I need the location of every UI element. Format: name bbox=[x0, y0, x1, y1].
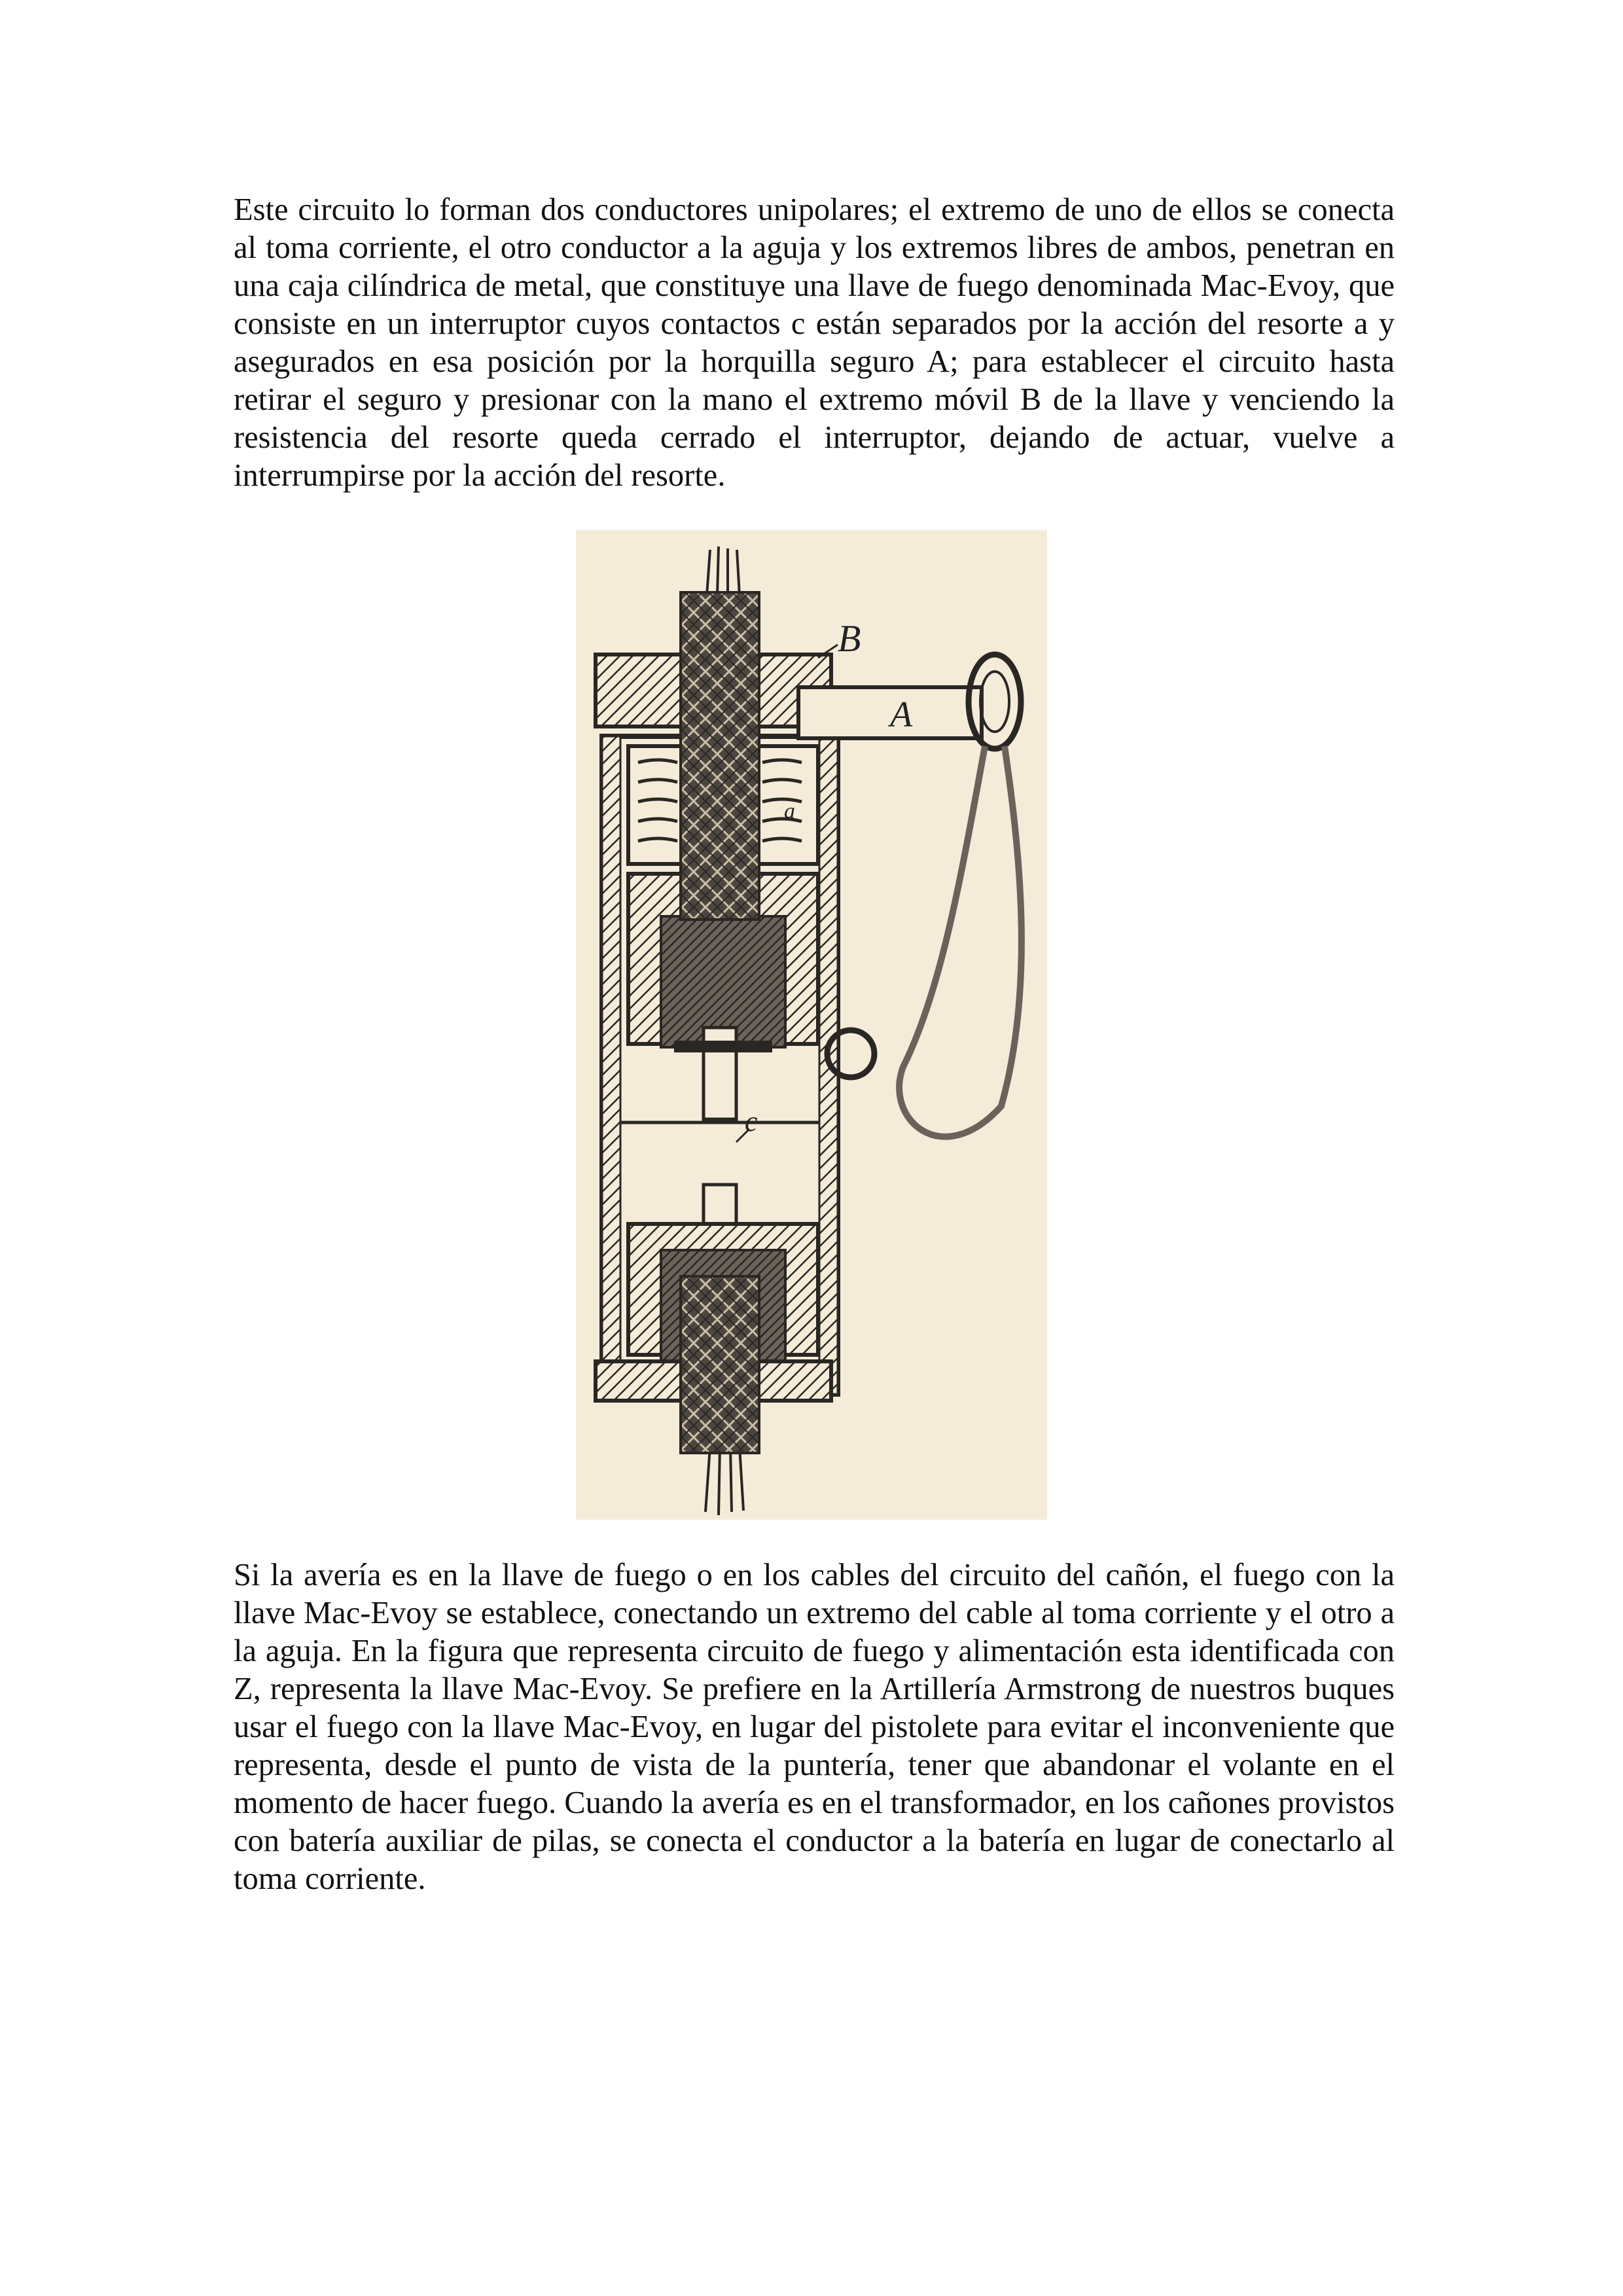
paragraph-circuit-description: Este circuito lo forman dos conductores unipolares; el extremo de uno de ellos se conecta al toma corriente, el otro conductor a la aguja y los extremos libres de ambos, penetran en una caja cilíndrica de metal, que constituye una llave de fuego denominada Mac-Evoy, que consiste en un interruptor cuyos contactos c están separados por la acción del resorte a y asegurados en esa posición por la horquilla seguro A; para establecer el circuito hasta retirar el seguro y presionar con la mano el extremo móvil B de la llave y venciendo la resistencia del resorte queda cerrado el interruptor, dejando de actuar, vuelve a interrumpirse por la acción del resorte. bbox=[234, 192, 1395, 493]
mac-evoy-key-illustration bbox=[576, 530, 1047, 1520]
label-B: B bbox=[838, 617, 861, 660]
wire-strands-top bbox=[707, 547, 740, 596]
label-c: c bbox=[745, 1105, 758, 1138]
label-A: A bbox=[890, 694, 913, 735]
label-a: a bbox=[784, 799, 795, 823]
paragraph-fault-procedure: Si la avería es en la llave de fuego o en los cables del circuito del cañón, el fuego con la llave Mac-Evoy se establece, conectando un extremo del cable al toma corriente y el otro a la aguja. En la figura que representa circuito de fuego y alimentación esta identificada con Z, representa la llave Mac-Evoy. Se prefiere en la Artillería Armstrong de nuestros buques usar el fuego con la llave Mac-Evoy, en lugar del pistolete para evitar el inconveniente que representa, desde el punto de vista de la puntería, tener que abandonar el volante en el momento de hacer fuego. Cuando la avería es en el transformador, en los cañones provistos con batería auxiliar de pilas, se conecta el conductor a la batería en lugar de conectarlo al toma corriente. bbox=[234, 1558, 1395, 1896]
lanyard-cord bbox=[899, 746, 1022, 1137]
wire-strands-bottom bbox=[705, 1446, 743, 1515]
